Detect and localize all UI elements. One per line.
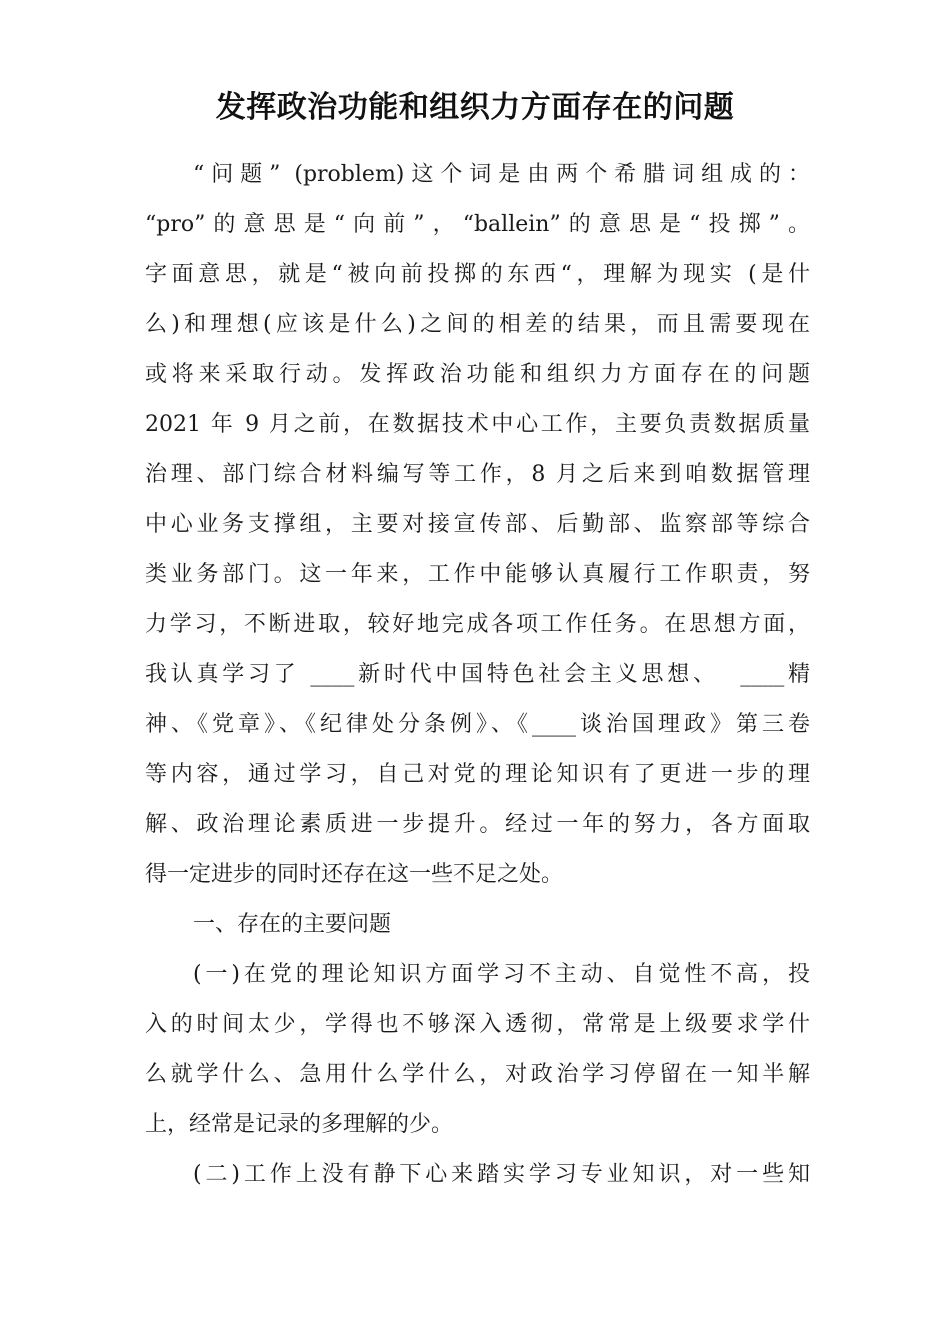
body-line-9: 类业务部门。这一年来，工作中能够认真履行工作职责，努 — [145, 562, 810, 587]
body-line-5: 或将来采取行动。发挥政治功能和组织力方面存在的问题 — [145, 362, 810, 387]
body-line-8: 中心业务支撑组，主要对接宣传部、后勤部、监察部等综合 — [145, 512, 810, 537]
body-line-6: 2021 年 9 月之前，在数据技术中心工作，主要负责数据质量 — [145, 412, 810, 437]
body-line-15: 得一定进步的同时还存在这一些不足之处。 — [145, 862, 564, 887]
body-line-11: 我认真学习了 ____新时代中国特色社会主义思想、 ____精 — [145, 662, 810, 687]
body-line-14: 解、政治理论素质进一步提升。经过一年的努力，各方面取 — [145, 812, 810, 837]
body-line-19: 么就学什么、急用什么学什么，对政治学习停留在一知半解 — [145, 1062, 810, 1087]
body-line-2: “pro”的意思是“向前”，“ballein”的意思是“投掷”。 — [145, 212, 810, 237]
body-line-21: (二)工作上没有静下心来踏实学习专业知识，对一些知 — [193, 1162, 810, 1187]
body-line-7: 治理、部门综合材料编写等工作，8 月之后来到咱数据管理 — [145, 462, 810, 487]
section-heading-main-problems: 一、存在的主要问题 — [193, 912, 392, 937]
body-line-18: 入的时间太少，学得也不够深入透彻，常常是上级要求学什 — [145, 1012, 810, 1037]
body-line-20: 上，经常是记录的多理解的少。 — [145, 1112, 454, 1137]
body-line-17: (一)在党的理论知识方面学习不主动、自觉性不高，投 — [193, 962, 810, 987]
body-line-10: 力学习，不断进取，较好地完成各项工作任务。在思想方面， — [145, 612, 810, 637]
body-line-3: 字面意思，就是“被向前投掷的东西“，理解为现实 (是什 — [145, 262, 810, 287]
body-line-1: “问题” (problem)这个词是由两个希腊词组成的： — [193, 162, 810, 187]
body-line-13: 等内容，通过学习，自己对党的理论知识有了更进一步的理 — [145, 762, 810, 787]
body-line-12: 神、《党章》、《纪律处分条例》、《____谈治国理政》第三卷 — [145, 712, 810, 737]
body-line-4: 么)和理想(应该是什么)之间的相差的结果，而且需要现在 — [145, 312, 810, 337]
document-title: 发挥政治功能和组织力方面存在的问题 — [215, 90, 735, 125]
